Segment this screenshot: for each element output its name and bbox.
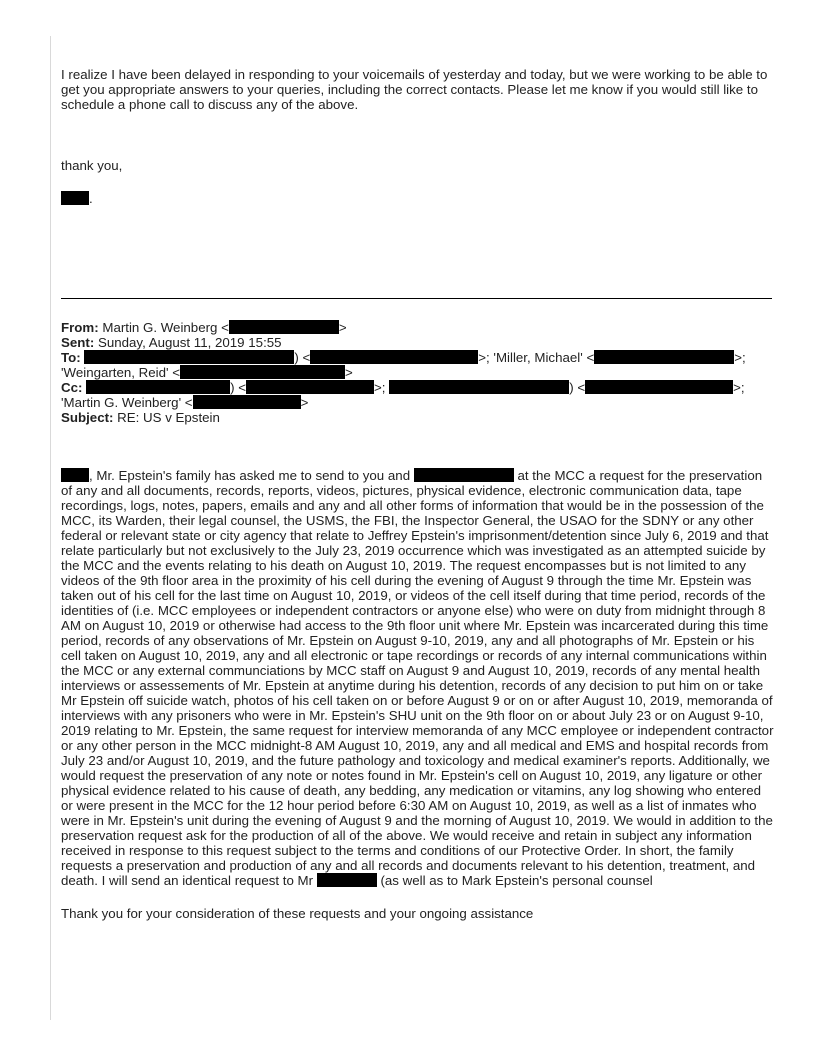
sent-line [61, 335, 776, 350]
redaction-box [86, 380, 230, 394]
redaction-box [310, 350, 478, 364]
redaction-box [229, 320, 339, 334]
redaction-box [414, 468, 514, 482]
sent-value: Sunday, August 11, 2019 15:55 [97, 335, 282, 350]
to-line-2 [61, 365, 776, 380]
email-header [61, 320, 776, 425]
redaction-box [317, 873, 377, 887]
separator-rule [61, 298, 772, 299]
angle-close: > [338, 320, 347, 335]
cc-recipient-weinberg: 'Martin G. Weinberg' < [61, 395, 193, 410]
cc-separator-2: >; [374, 380, 386, 395]
redaction-box [246, 380, 374, 394]
body-text-2: at the MCC a request for the preservation of any and all documents, records, reports, videos, pictures, physical evidence, electronic communication data, tape recordings, logs, notes, papers, emails and any and all other forms of information that would be in the possession of the MCC, its Warden, their legal counsel, the USMS, the FBI, the Inspector General, the USAO for the SDNY or any other federal or relevant state or city agency that relate to Jeffrey Epstein's imprisonment/detention since July 6, 2019 and that relate particularly but not exclusively to the July 23, 2019 occurrence which was investigated as an attempted suicide by the MCC and the events relating to his death on August 10, 2019. The request encompasses but is not limited to any videos of the 9th floor area in the proximity of his cell during the evening of August 9 through the time Mr. Epstein was taken out of his cell for the last time on August 10, 2019, or videos of the cell itself during that time period, records of the identities of (i.e. MCC employees or independent contractors or anyone else) who were on duty from midnight through 8 AM on August 10, 2019 or otherwise had access to the 9th floor unit where Mr. Epstein was incarcerated during this time period, records of any observations of Mr. Epstein on August 9-10, 2019, any and all photographs of Mr. Epstein or his cell taken on August 10, 2019, any and all electronic or tape recordings or records of any internal communications within the MCC or any external communciations by MCC staff on August 9 and August 10, 2019, records of any mental health interviews or assessements of Mr. Epstein at anytime during his detention, records of any decision to put him on or take Mr Epstein off suicide watch, photos of his cell taken on or before August 9 or on or after August 10, 2019, memoranda of interviews with any prisoners who were in Mr. Epstein's SHU unit on the 9th floor on or about July 23 or on August 9-10, 2019 relating to Mr. Epstein, the same request for interview memoranda of any MCC employee or independent contractor or any other person in the MCC midnight-8 AM August 10, 2019, any and all medical and EMS and hospital records from July 23 and/or August 10, 2019, and the future pathology and toxicology and medical examiner's reports. Additionally, we would request the preservation of any note or notes found in Mr. Epstein's cell on August 10, 2019, any ligature or other physical evidence related to his cause of death, any bedding, any medication or vitamins, any log showing who entered or were present in the MCC for the 12 hour period before 6:30 AM on August 10, 2019, as well as a list of inmates who were in Mr. Epstein's unit during the evening of August 9 and the morning of August 10, 2019. We would in addition to the preservation request ask for the production of all of the above. We would receive and retain in subject any information received in response to this request subject to the terms and conditions of our Protective Order. In short, the family requests a preservation and production of any and all records and documents relevant to his detention, treatment, and death. I will send an identical request to Mr [61, 468, 774, 888]
subject-value: RE: US v Epstein [117, 410, 220, 425]
body-paragraph [61, 468, 776, 888]
cc-end: >; [733, 380, 745, 395]
to-recipient-miller: >; 'Miller, Michael' < [478, 350, 595, 365]
redaction-box [594, 350, 734, 364]
cc-separator-3: ) < [569, 380, 586, 395]
angle-close: > [300, 395, 309, 410]
redaction-box [61, 191, 89, 205]
intro-paragraph: I realize I have been delayed in responding to your voicemails of yesterday and today, but we were working to be able to get you appropriate answers to your queries, including the correct contacts. Please let me know if you would still like to schedule a phone call to discuss any of the above. [61, 67, 768, 112]
to-separator: ) < [294, 350, 311, 365]
redaction-box [585, 380, 733, 394]
redaction-box [84, 350, 294, 364]
body-text-3: (as well as to Mark Epstein's personal counsel [380, 873, 653, 888]
cc-separator: ) < [230, 380, 247, 395]
thanks-line: thank you, [61, 158, 123, 173]
to-line [61, 350, 776, 365]
cc-label: Cc: [61, 380, 83, 395]
signature-line [61, 191, 776, 206]
page-margin-line [50, 36, 51, 1020]
angle-close: > [345, 365, 353, 380]
redaction-box [193, 395, 301, 409]
signature-suffix: . [89, 191, 93, 206]
closing-line: Thank you for your consideration of these requests and your ongoing assistance [61, 906, 534, 921]
from-label: From: [61, 320, 99, 335]
redaction-box [389, 380, 569, 394]
subject-label: Subject: [61, 410, 114, 425]
to-end: >; [734, 350, 746, 365]
subject-line [61, 410, 776, 425]
cc-line [61, 380, 776, 395]
to-recipient-weingarten: 'Weingarten, Reid' < [61, 365, 181, 380]
redaction-box [61, 468, 89, 482]
from-name: Martin G. Weinberg < [102, 320, 229, 335]
to-label: To: [61, 350, 81, 365]
sent-label: Sent: [61, 335, 95, 350]
email-document [61, 67, 776, 921]
from-line [61, 320, 776, 335]
cc-line-2 [61, 395, 776, 410]
body-text-1: , Mr. Epstein's family has asked me to send to you and [89, 468, 414, 483]
redaction-box [180, 365, 345, 379]
